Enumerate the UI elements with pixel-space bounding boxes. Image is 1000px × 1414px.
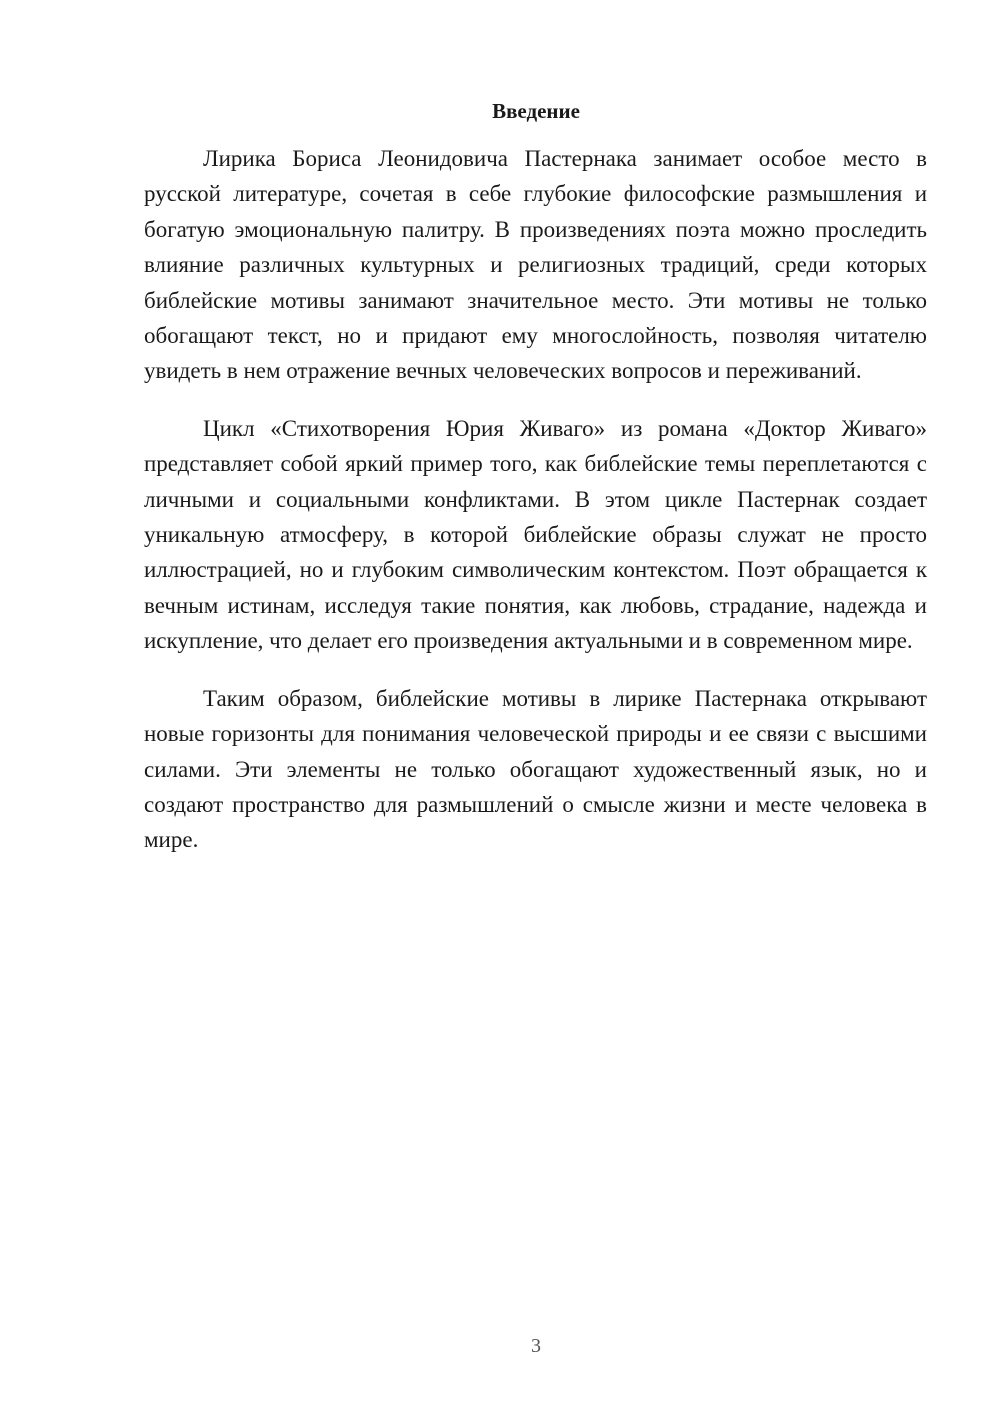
paragraph-1: Лирика Бориса Леонидовича Пастернака занимает особое место в русской литературе, сочетая в себе глубокие философские размышления и богатую эмоциональную палитру. В произведениях поэта можно проследить влияние различных культурных и религиозных традиций, среди которых библейские мотивы занимают значительное место. Эти мотивы не только обогащают текст, но и придают ему многослойность, позволяя читателю увидеть в нем отражение вечных человеческих вопросов и переживаний. [144,146,927,384]
paragraph-2: Цикл «Стихотворения Юрия Живаго» из романа «Доктор Живаго» представляет собой яркий пример того, как библейские темы переплетаются с личными и социальными конфликтами. В этом цикле Пастернак создает уникальную атмосферу, в которой библейские образы служат не просто иллюстрацией, но и глубоким символическим контекстом. Поэт обращается к вечным истинам, исследуя такие понятия, как любовь, страдание, надежда и искупление, что делает его произведения актуальными и в современном мире. [144,415,927,654]
paragraph-3: Таким образом, библейские мотивы в лирике Пастернака открывают новые горизонты для понимания человеческой природы и ее связи с высшими силами. Эти элементы не только обогащают художественный язык, но и создают пространство для размышлений о смысле жизни и месте человека в мире. [144,685,927,853]
page-number: 3 [531,1335,541,1357]
document-body [144,141,927,880]
section-heading: Введение [492,99,580,123]
